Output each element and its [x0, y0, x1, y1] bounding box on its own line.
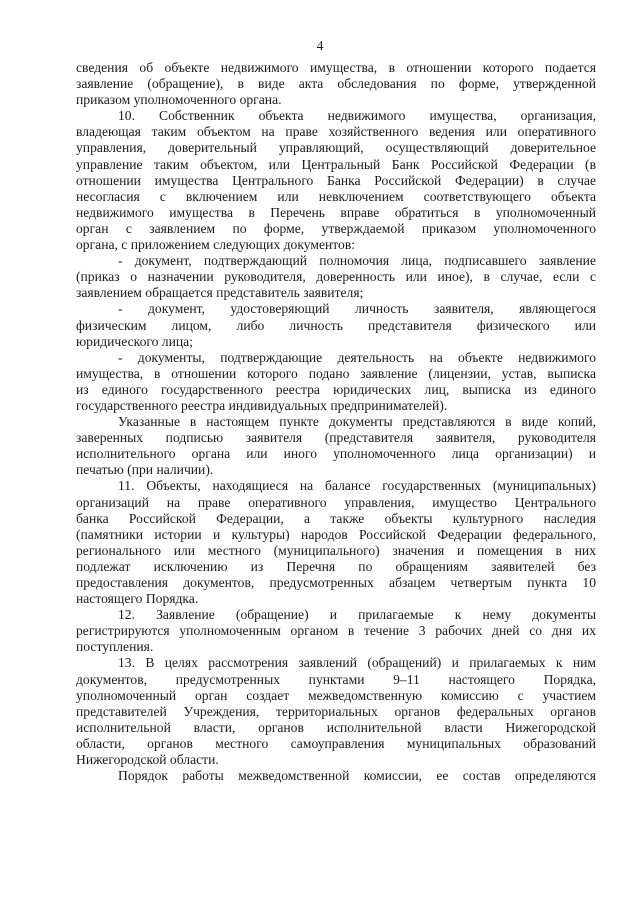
text-line: области, органов местного самоуправления муниципальных образований — [76, 735, 596, 751]
paragraph — [76, 414, 596, 478]
text-line: 12. Заявление (обращение) и прилагаемые к нему документы — [118, 607, 596, 623]
text-line: - документ, удостоверяющий личность заявителя, являющегося — [118, 301, 596, 317]
text-line: орган с заявлением по форме, утверждаемой приказом уполномоченного — [76, 220, 596, 236]
text-line: из единого государственного реестра юридических лиц, выписка из единого — [76, 381, 596, 397]
paragraph — [76, 478, 596, 607]
text-line: отношении имущества Центрального Банка Российской Федерации) в случае — [76, 172, 596, 188]
text-line: Указанные в настоящем пункте документы представляются в виде копий, — [118, 414, 596, 430]
text-line: подлежат исключению из Перечня по обращениям заявителей без — [76, 558, 596, 574]
text-line: (приказ о назначении руководителя, доверенность или иное), в случае, если с — [76, 269, 596, 285]
text-line: организаций на праве оперативного управления, имущество Центрального — [76, 494, 596, 510]
text-line: физическим лицом, либо личность представителя физического или — [76, 317, 596, 333]
paragraph — [76, 350, 596, 414]
text-line: приказом уполномоченного органа. — [76, 92, 282, 108]
text-line: органа, с приложением следующих документов: — [76, 237, 356, 253]
text-line: несогласия с включением или невключением соответствующего объекта — [76, 188, 596, 204]
text-line: документов, предусмотренных пунктами 9–11 настоящего Порядка, — [76, 671, 596, 687]
text-line: 10. Собственник объекта недвижимого имущества, организация, — [118, 108, 596, 124]
text-line: имущества, в отношении которого подано заявление (лицензии, устав, выписка — [76, 365, 596, 381]
text-line: регионального или местного (муниципального) значения и помещения в них — [76, 542, 596, 558]
paragraph — [76, 301, 596, 349]
text-line: заявление (обращение), в виде акта обследования по форме, утвержденной — [76, 76, 596, 92]
text-line: - документы, подтверждающие деятельность на объекте недвижимого — [118, 349, 596, 365]
text-line: владеющая таким объектом на праве хозяйственного ведения или оперативного — [76, 124, 596, 140]
text-line: исполнительного органа или иного уполномоченного лица организации) и — [76, 446, 596, 462]
text-line: уполномоченный орган создает межведомственную комиссию с участием — [76, 687, 596, 703]
text-line: представителей Учреждения, территориальных органов федеральных органов — [76, 703, 596, 719]
text-line: юридического лица; — [76, 333, 193, 349]
paragraph — [76, 768, 596, 784]
text-line: (памятники истории и культуры) народов Российской Федерации федерального, — [76, 526, 596, 542]
text-line: печатью (при наличии). — [76, 462, 214, 478]
text-line: управление таким объектом, или Центральный Банк Российской Федерации (в — [76, 156, 596, 172]
page-number: 4 — [316, 38, 324, 53]
paragraph — [76, 607, 596, 655]
paragraph — [76, 108, 596, 253]
paragraph — [76, 60, 596, 108]
paragraph — [76, 253, 596, 301]
text-line: исполнительной власти, органов исполнительной власти Нижегородской — [76, 719, 596, 735]
text-line: заявлением обращается представитель заявителя; — [76, 285, 364, 301]
text-line: поступления. — [76, 639, 154, 655]
text-line: банка Российской Федерации, а также объекты культурного наследия — [76, 510, 596, 526]
text-line: управления, доверительный управляющий, осуществляющий доверительное — [76, 140, 596, 156]
text-line: - документ, подтверждающий полномочия лица, подписавшего заявление — [118, 253, 596, 269]
text-line: сведения об объекте недвижимого имущества, в отношении которого подается — [76, 60, 596, 75]
text-line: предоставления документов, предусмотренных абзацем четвертым пункта 10 — [76, 575, 596, 590]
text-line: заверенных подписью заявителя (представителя заявителя, руководителя — [76, 430, 596, 446]
text-line: 11. Объекты, находящиеся на балансе государственных (муниципальных) — [118, 478, 596, 494]
text-line: настоящего Порядка. — [76, 591, 199, 607]
text-line: государственного реестра индивидуальных предпринимателей). — [76, 397, 448, 413]
text-line: регистрируются уполномоченным органом в течение 3 рабочих дней со дня их — [76, 623, 596, 639]
text-line: недвижимого имущества в Перечень вправе обратиться в уполномоченный — [76, 204, 596, 220]
text-line: 13. В целях рассмотрения заявлений (обращений) и прилагаемых к ним — [118, 655, 596, 671]
paragraph — [76, 655, 596, 768]
text-line: Порядок работы межведомственной комиссии, ее состав определяются — [118, 768, 596, 784]
text-line: Нижегородской области. — [76, 752, 219, 768]
document-body — [76, 60, 596, 784]
